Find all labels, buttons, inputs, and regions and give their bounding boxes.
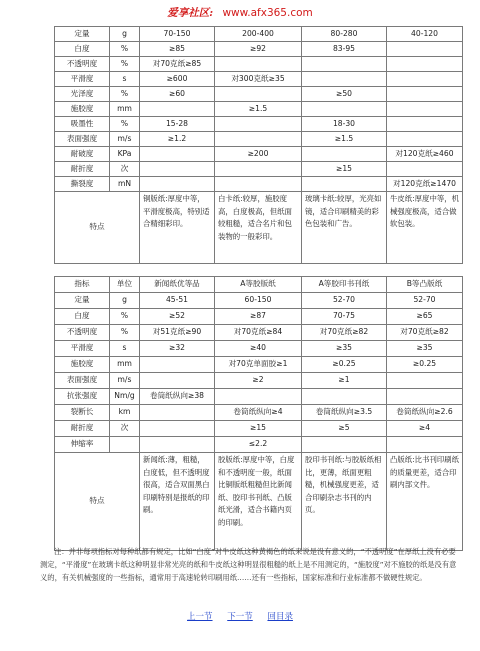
feature-description: 牛皮纸:厚度中等，机械强度极高，适合做软包装。 <box>387 192 463 264</box>
value-cell <box>387 87 463 102</box>
row-label: 白度 <box>55 42 110 57</box>
table-row <box>55 27 463 42</box>
value-cell: ≥4 <box>387 421 463 437</box>
value-cell <box>302 177 387 192</box>
table-row <box>55 437 463 453</box>
unit-cell: 次 <box>110 421 140 437</box>
value-cell: ≥2 <box>215 373 302 389</box>
table-row <box>55 389 463 405</box>
row-label: 不透明度 <box>55 325 110 341</box>
unit-cell: KPa <box>110 147 140 162</box>
site-url[interactable]: www.afx365.com <box>222 7 313 19</box>
table-row <box>55 421 463 437</box>
value-cell <box>140 162 215 177</box>
unit-cell: % <box>110 42 140 57</box>
feature-description: 胶版纸:厚度中等，白度和不透明度一般，纸面比铜版纸粗糙但比新闻纸、胶印书刊纸、凸版纸光滑，适合书籍内页的印刷。 <box>215 453 302 551</box>
value-cell: 对120克纸≥460 <box>387 147 463 162</box>
unit-cell: % <box>110 325 140 341</box>
unit-cell: m/s <box>110 132 140 147</box>
value-cell: 对70克纸≥82 <box>302 325 387 341</box>
row-label: 伸缩率 <box>55 437 110 453</box>
feature-description: 白卡纸:较厚，施胶度高，白度极高，但纸面较粗糙，适合名片和包装物的一般彩印。 <box>215 192 302 264</box>
table-row <box>55 309 463 325</box>
table-row <box>55 57 463 72</box>
value-cell: ≥15 <box>302 162 387 177</box>
value-cell: 卷筒纸纵向≥38 <box>140 389 215 405</box>
feature-description: 玻璃卡纸:较厚，光亮如镜，适合印刷精美的彩色包装和广告。 <box>302 192 387 264</box>
value-cell <box>140 357 215 373</box>
paper-spec-table-2 <box>54 276 463 551</box>
value-cell <box>215 87 302 102</box>
value-cell <box>140 177 215 192</box>
value-cell: ≥15 <box>215 421 302 437</box>
row-label: 耐折度 <box>55 421 110 437</box>
unit-cell: km <box>110 405 140 421</box>
column-header: 指标 <box>55 277 110 293</box>
value-cell: ≥92 <box>215 42 302 57</box>
features-label: 特点 <box>55 192 140 264</box>
value-cell <box>387 132 463 147</box>
value-cell: ≥32 <box>140 341 215 357</box>
value-cell: 对70克纸≥82 <box>387 325 463 341</box>
row-label: 定量 <box>55 27 110 42</box>
row-label: 耐折度 <box>55 162 110 177</box>
value-cell <box>140 373 215 389</box>
value-cell: 15-28 <box>140 117 215 132</box>
features-row <box>55 453 463 551</box>
value-cell <box>215 57 302 72</box>
unit-cell: % <box>110 87 140 102</box>
value-cell: 52-70 <box>387 293 463 309</box>
table-row <box>55 117 463 132</box>
column-header: A等胶印书刊纸 <box>302 277 387 293</box>
unit-cell: % <box>110 117 140 132</box>
feature-description: 铜版纸:厚度中等，平滑度极高，特别适合精细彩印。 <box>140 192 215 264</box>
features-label: 特点 <box>55 453 140 551</box>
value-cell: 对300克纸≥35 <box>215 72 302 87</box>
value-cell <box>140 437 215 453</box>
value-cell: ≥52 <box>140 309 215 325</box>
unit-cell: s <box>110 341 140 357</box>
table-of-contents-link[interactable]: 回目录 <box>267 612 293 622</box>
value-cell <box>140 147 215 162</box>
value-cell: ≥200 <box>215 147 302 162</box>
next-section-link[interactable]: 下一节 <box>227 612 253 622</box>
unit-cell: s <box>110 72 140 87</box>
value-cell: ≥0.25 <box>302 357 387 373</box>
table-row <box>55 373 463 389</box>
unit-cell: m/s <box>110 373 140 389</box>
value-cell: 对120克纸≥1470 <box>387 177 463 192</box>
row-label: 表面强度 <box>55 373 110 389</box>
value-cell: ≥35 <box>302 341 387 357</box>
value-cell <box>387 117 463 132</box>
value-cell: 40-120 <box>387 27 463 42</box>
table-row <box>55 147 463 162</box>
table-row <box>55 132 463 147</box>
row-label: 施胶度 <box>55 102 110 117</box>
unit-cell: mN <box>110 177 140 192</box>
table-row <box>55 405 463 421</box>
feature-description: 新闻纸:薄，粗糙，白度低，但不透明度很高，适合双面黑白印刷特别是报纸的印刷。 <box>140 453 215 551</box>
table-row <box>55 293 463 309</box>
table-row <box>55 177 463 192</box>
paper-spec-table-1 <box>54 26 463 264</box>
page-navigation <box>0 610 480 622</box>
table-row <box>55 42 463 57</box>
value-cell <box>140 421 215 437</box>
value-cell: ≥85 <box>140 42 215 57</box>
feature-description: 凸版纸:比书刊印刷纸的质量更差，适合印刷内部文件。 <box>387 453 463 551</box>
table-row <box>55 341 463 357</box>
value-cell: 卷筒纸纵向≥4 <box>215 405 302 421</box>
unit-cell: mm <box>110 102 140 117</box>
value-cell: 70-150 <box>140 27 215 42</box>
table-row <box>55 87 463 102</box>
table-row <box>55 325 463 341</box>
value-cell <box>302 102 387 117</box>
value-cell: ≥600 <box>140 72 215 87</box>
value-cell <box>302 72 387 87</box>
value-cell: ≥40 <box>215 341 302 357</box>
row-label: 施胶度 <box>55 357 110 373</box>
value-cell <box>387 42 463 57</box>
value-cell <box>387 389 463 405</box>
value-cell: ≥5 <box>302 421 387 437</box>
value-cell: ≥1.2 <box>140 132 215 147</box>
value-cell: 60-150 <box>215 293 302 309</box>
value-cell <box>387 57 463 72</box>
value-cell: 卷筒纸纵向≥3.5 <box>302 405 387 421</box>
row-label: 撕裂度 <box>55 177 110 192</box>
value-cell: ≥1.5 <box>215 102 302 117</box>
unit-cell: % <box>110 57 140 72</box>
value-cell: 70-75 <box>302 309 387 325</box>
value-cell: 对51克纸≥90 <box>140 325 215 341</box>
row-label: 白度 <box>55 309 110 325</box>
prev-section-link[interactable]: 上一节 <box>187 612 213 622</box>
value-cell: 卷筒纸纵向≥2.6 <box>387 405 463 421</box>
row-label: 光泽度 <box>55 87 110 102</box>
table-row <box>55 72 463 87</box>
value-cell: 对70克纸≥84 <box>215 325 302 341</box>
row-label: 定量 <box>55 293 110 309</box>
table-row <box>55 162 463 177</box>
unit-cell: 次 <box>110 162 140 177</box>
value-cell <box>302 57 387 72</box>
value-cell: ≥35 <box>387 341 463 357</box>
value-cell: 200-400 <box>215 27 302 42</box>
value-cell <box>302 147 387 162</box>
value-cell <box>140 102 215 117</box>
value-cell <box>302 389 387 405</box>
value-cell <box>215 389 302 405</box>
value-cell: ≥1 <box>302 373 387 389</box>
value-cell <box>387 102 463 117</box>
table-row <box>55 102 463 117</box>
value-cell: 83-95 <box>302 42 387 57</box>
unit-cell: mm <box>110 357 140 373</box>
value-cell: 80-280 <box>302 27 387 42</box>
value-cell: ≥65 <box>387 309 463 325</box>
unit-cell <box>110 437 140 453</box>
unit-cell: g <box>110 293 140 309</box>
footnote: 注：并非每项指标对每种纸都有规定，比如“白度”对牛皮纸这种黄褐色的纸来说是没有意义的，“不透明度”在厚纸上没有必要测定，“平滑度”在玻璃卡纸这种明显非常光亮的纸和牛皮纸这种明显很粗糙的纸上是不用测定的，“施胶度”对不施胶的纸是没有意义的，有关机械强度的一些指标，通常用于高速轮转印刷用纸……还有一些指标，国家标准和行业标准都不做硬性规定。 <box>40 547 457 582</box>
value-cell: 45-51 <box>140 293 215 309</box>
value-cell: ≤2.2 <box>215 437 302 453</box>
site-logo: 爱享社区: <box>167 7 214 19</box>
column-header: A等胶版纸 <box>215 277 302 293</box>
value-cell: 18-30 <box>302 117 387 132</box>
value-cell <box>387 373 463 389</box>
value-cell: ≥87 <box>215 309 302 325</box>
row-label: 表面强度 <box>55 132 110 147</box>
table-header-row <box>55 277 463 293</box>
value-cell <box>387 72 463 87</box>
row-label: 不透明度 <box>55 57 110 72</box>
value-cell: 52-70 <box>302 293 387 309</box>
unit-cell: % <box>110 309 140 325</box>
row-label: 裂断长 <box>55 405 110 421</box>
value-cell <box>387 437 463 453</box>
value-cell <box>215 117 302 132</box>
column-header: 单位 <box>110 277 140 293</box>
unit-cell: g <box>110 27 140 42</box>
value-cell <box>302 437 387 453</box>
unit-cell: Nm/g <box>110 389 140 405</box>
features-row <box>55 192 463 264</box>
column-header: B等凸版纸 <box>387 277 463 293</box>
row-label: 抗张强度 <box>55 389 110 405</box>
column-header: 新闻纸优等品 <box>140 277 215 293</box>
site-header <box>0 4 480 22</box>
value-cell: ≥60 <box>140 87 215 102</box>
value-cell <box>215 132 302 147</box>
value-cell <box>215 162 302 177</box>
value-cell: ≥0.25 <box>387 357 463 373</box>
table-row <box>55 357 463 373</box>
row-label: 吸墨性 <box>55 117 110 132</box>
value-cell <box>387 162 463 177</box>
value-cell <box>215 177 302 192</box>
feature-description: 胶印书刊纸:与胶版纸相比，更薄，纸面更粗糙，机械强度更差，适合印刷杂志书刊的内页。 <box>302 453 387 551</box>
value-cell: 对70克纸≥85 <box>140 57 215 72</box>
row-label: 耐破度 <box>55 147 110 162</box>
value-cell <box>140 405 215 421</box>
value-cell: ≥50 <box>302 87 387 102</box>
row-label: 平滑度 <box>55 72 110 87</box>
row-label: 平滑度 <box>55 341 110 357</box>
value-cell: 对70克单面胶≥1 <box>215 357 302 373</box>
value-cell: ≥1.5 <box>302 132 387 147</box>
